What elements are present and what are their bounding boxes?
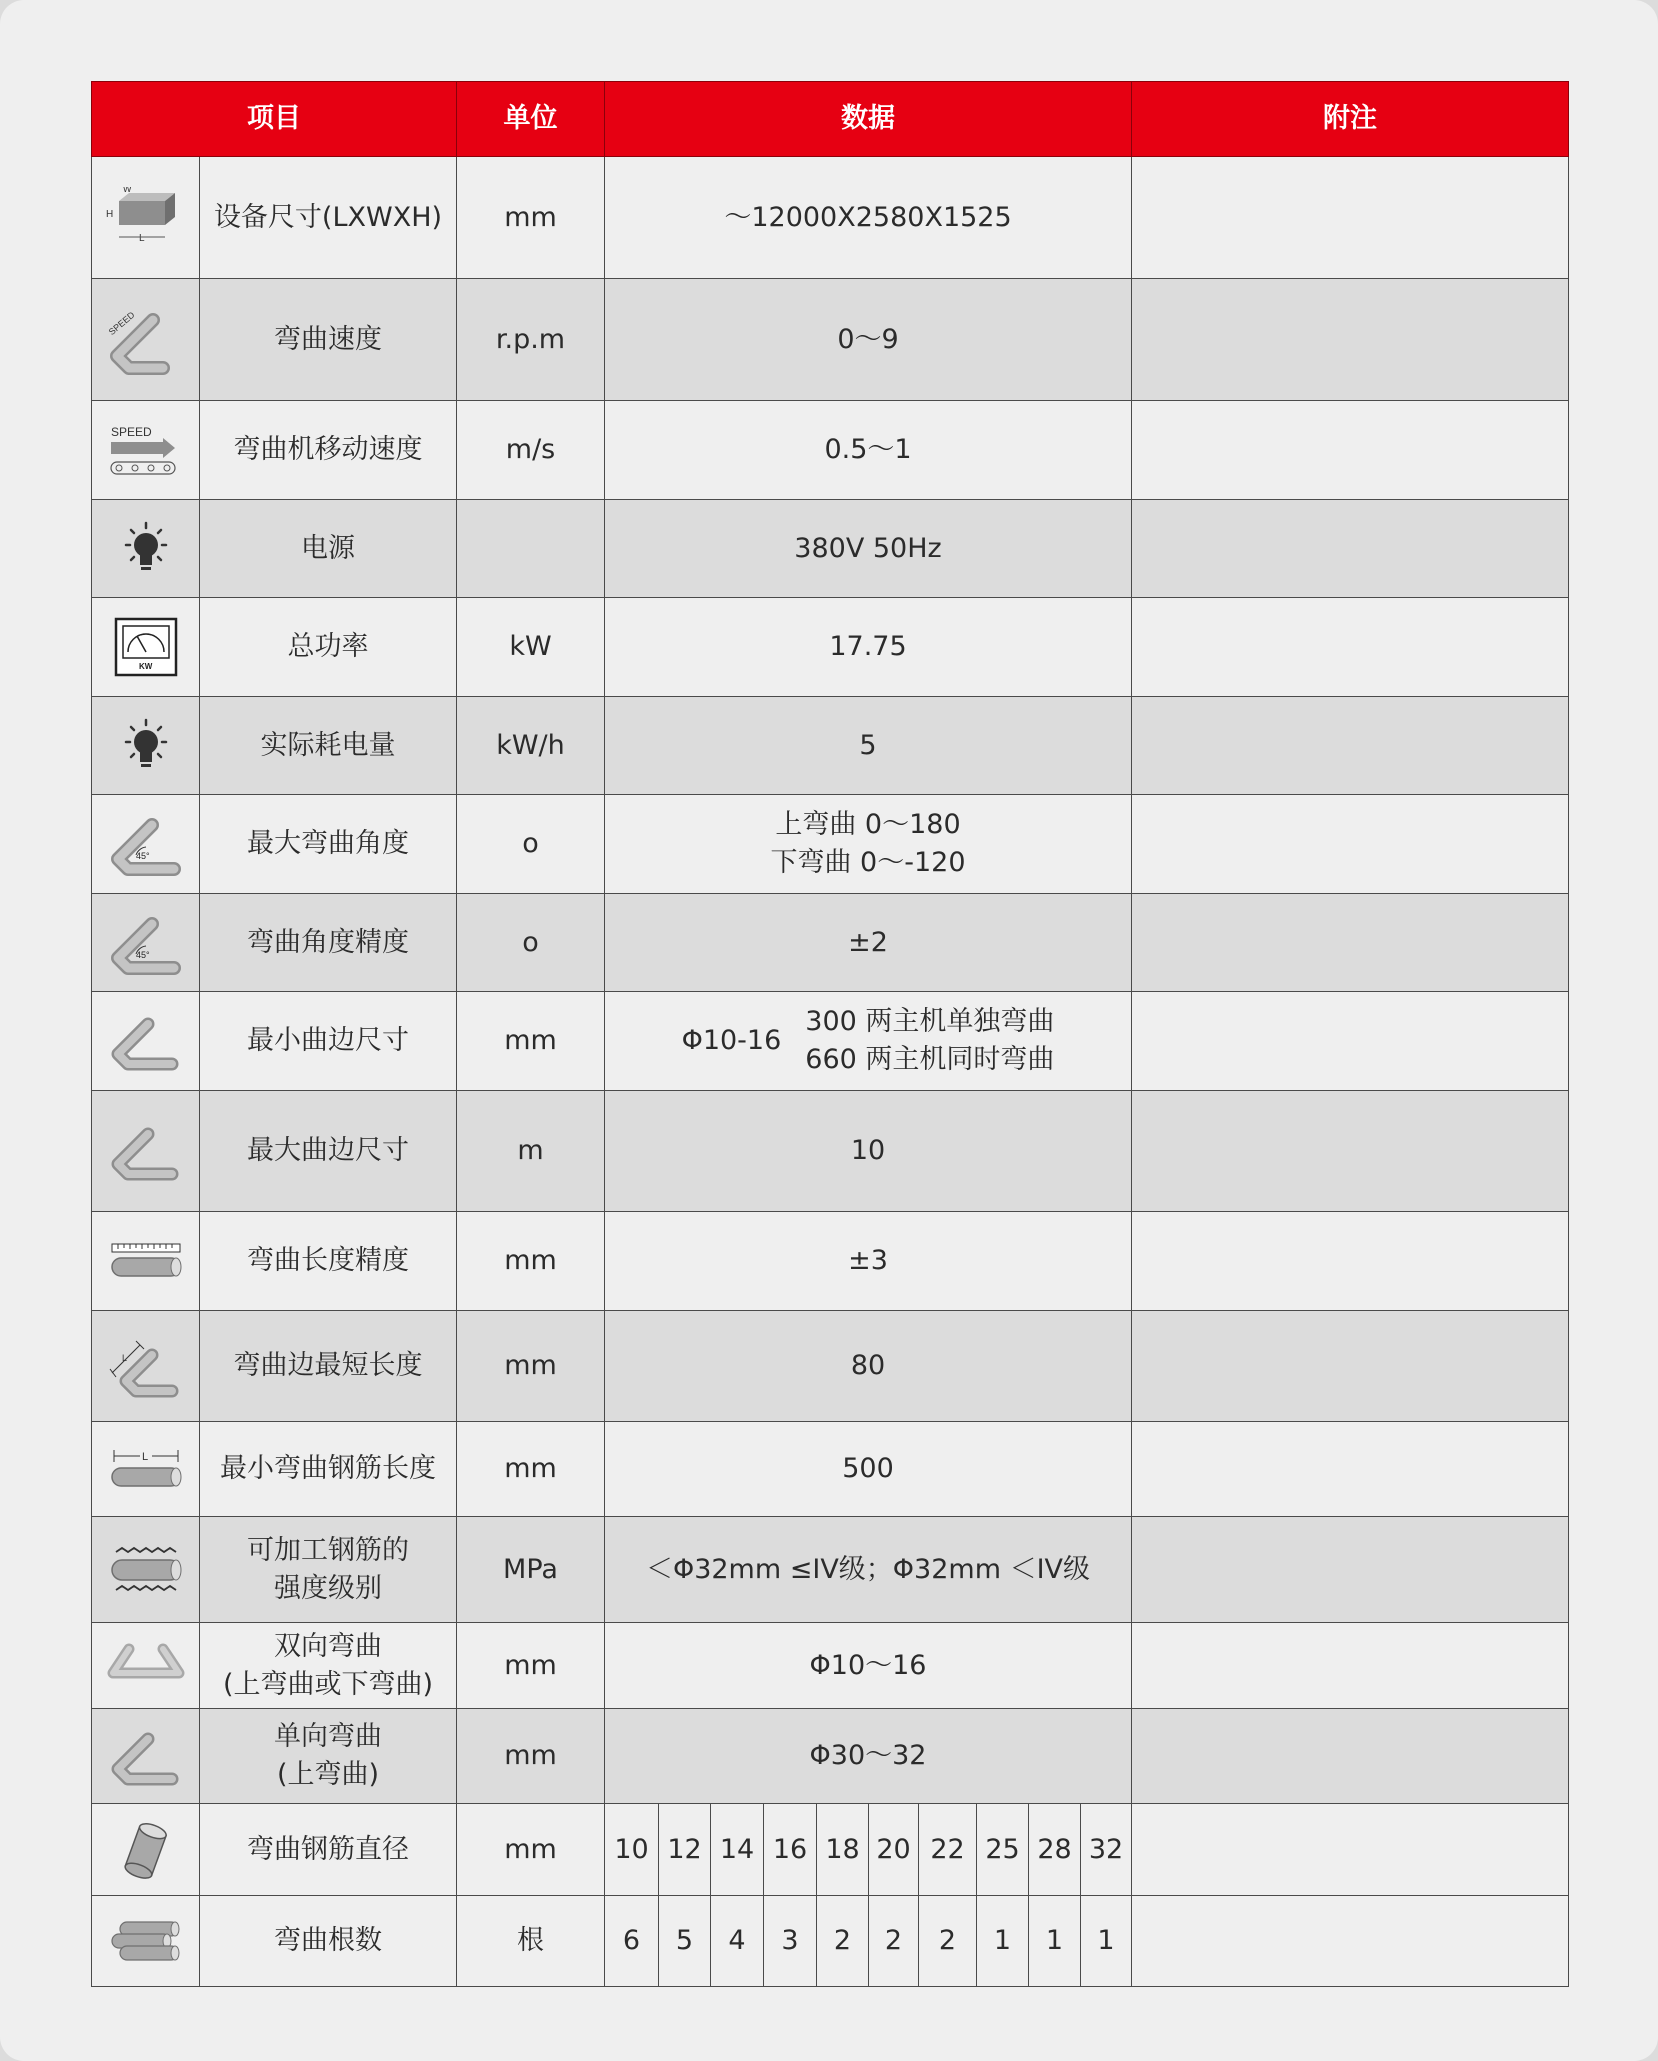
value-diameter: Φ10-16 <box>681 1025 782 1056</box>
table-row <box>92 279 1569 401</box>
count-cell: 2 <box>869 1896 919 1987</box>
count-cell: 4 <box>711 1896 764 1987</box>
header-note: 附注 <box>1132 82 1569 157</box>
table-row <box>92 1517 1569 1623</box>
row-note <box>1132 1517 1569 1623</box>
row-unit: m/s <box>457 401 605 500</box>
table-row <box>92 598 1569 697</box>
row-note <box>1132 1311 1569 1422</box>
bend-edge-length-icon <box>92 1311 200 1422</box>
rebar-bundle-icon <box>92 1896 200 1987</box>
row-name: 实际耗电量 <box>200 697 457 795</box>
svg-text:SPEED: SPEED <box>110 425 152 439</box>
row-value: 17.75 <box>605 598 1132 697</box>
svg-text:W: W <box>122 186 131 194</box>
row-name: 最大曲边尺寸 <box>200 1091 457 1212</box>
table-row <box>92 1709 1569 1804</box>
rebar-length-icon <box>92 1422 200 1517</box>
bend-speed-icon <box>92 279 200 401</box>
count-cell: 1 <box>1029 1896 1081 1987</box>
table-row <box>92 157 1569 279</box>
row-name: 弯曲根数 <box>200 1896 457 1987</box>
row-name: 电源 <box>200 500 457 598</box>
table-row <box>92 1091 1569 1212</box>
row-unit: o <box>457 894 605 992</box>
row-name: 最小弯曲钢筋长度 <box>200 1422 457 1517</box>
diameter-cell: 25 <box>977 1804 1029 1896</box>
double-bend-icon <box>92 1623 200 1709</box>
diameter-cell: 22 <box>919 1804 977 1896</box>
row-unit: r.p.m <box>457 279 605 401</box>
svg-text:L: L <box>141 1451 148 1463</box>
row-unit: m <box>457 1091 605 1212</box>
row-note <box>1132 894 1569 992</box>
bent-rebar-icon <box>92 1091 200 1212</box>
header-unit: 单位 <box>457 82 605 157</box>
value-line: 下弯曲 0～-120 <box>770 847 966 878</box>
name-line: 强度级别 <box>274 1572 382 1604</box>
table-row <box>92 1896 1569 1987</box>
row-note <box>1132 1709 1569 1804</box>
row-unit: mm <box>457 992 605 1091</box>
svg-text:45°: 45° <box>135 949 150 960</box>
rebar-diameter-icon <box>92 1804 200 1896</box>
row-note <box>1132 1804 1569 1896</box>
name-line: 单向弯曲 <box>274 1721 382 1752</box>
row-unit: kW/h <box>457 697 605 795</box>
diameter-cell: 18 <box>817 1804 869 1896</box>
row-name: 弯曲长度精度 <box>200 1212 457 1311</box>
row-value: ±2 <box>605 894 1132 992</box>
svg-text:H: H <box>105 208 113 220</box>
header-item: 项目 <box>92 82 457 157</box>
name-line: (上弯曲或下弯曲) <box>222 1668 434 1700</box>
diameter-cell: 28 <box>1029 1804 1081 1896</box>
svg-text:SPEED: SPEED <box>106 309 137 337</box>
table-row <box>92 1311 1569 1422</box>
row-unit: mm <box>457 157 605 279</box>
row-name: 弯曲边最短长度 <box>200 1311 457 1422</box>
row-unit: mm <box>457 1709 605 1804</box>
row-name: 弯曲机移动速度 <box>200 401 457 500</box>
row-value: 10 <box>605 1091 1132 1212</box>
count-cell: 3 <box>764 1896 817 1987</box>
row-unit <box>457 500 605 598</box>
row-note <box>1132 992 1569 1091</box>
row-value <box>605 992 1132 1091</box>
name-line: 双向弯曲 <box>274 1630 382 1662</box>
bent-rebar-icon <box>92 992 200 1091</box>
row-unit: kW <box>457 598 605 697</box>
row-unit: mm <box>457 1212 605 1311</box>
row-unit: mm <box>457 1804 605 1896</box>
row-note <box>1132 401 1569 500</box>
name-line: (上弯曲) <box>276 1759 380 1790</box>
row-unit: 根 <box>457 1896 605 1987</box>
row-note <box>1132 500 1569 598</box>
table-row <box>92 795 1569 894</box>
table-row <box>92 1212 1569 1311</box>
row-unit: mm <box>457 1311 605 1422</box>
name-line: 可加工钢筋的 <box>247 1534 409 1566</box>
row-unit: mm <box>457 1623 605 1709</box>
diameter-cell: 12 <box>659 1804 711 1896</box>
row-value: ～12000X2580X1525 <box>605 157 1132 279</box>
count-cell: 5 <box>659 1896 711 1987</box>
svg-text:45°: 45° <box>135 851 150 861</box>
row-value: 380V 50Hz <box>605 500 1132 598</box>
svg-text:L: L <box>121 1353 127 1363</box>
count-cell: 1 <box>977 1896 1029 1987</box>
table-row <box>92 500 1569 598</box>
count-cell: 2 <box>817 1896 869 1987</box>
row-name <box>200 1517 457 1623</box>
row-value: 500 <box>605 1422 1132 1517</box>
diameter-cell: 20 <box>869 1804 919 1896</box>
row-unit: MPa <box>457 1517 605 1623</box>
spec-table <box>91 81 1569 1987</box>
row-name <box>200 1709 457 1804</box>
row-note <box>1132 1623 1569 1709</box>
row-note <box>1132 697 1569 795</box>
row-note <box>1132 279 1569 401</box>
light-bulb-icon <box>92 500 200 598</box>
row-note <box>1132 598 1569 697</box>
header-row <box>92 82 1569 157</box>
row-note <box>1132 1422 1569 1517</box>
conveyor-speed-icon <box>92 401 200 500</box>
row-name: 弯曲角度精度 <box>200 894 457 992</box>
row-name: 设备尺寸(LXWXH) <box>200 157 457 279</box>
row-name: 弯曲速度 <box>200 279 457 401</box>
count-cell: 6 <box>605 1896 659 1987</box>
svg-text:L: L <box>138 232 145 244</box>
row-note <box>1132 157 1569 279</box>
dimensions-box-icon <box>92 157 200 279</box>
row-name: 弯曲钢筋直径 <box>200 1804 457 1896</box>
value-line: 300 两主机单独弯曲 <box>805 1006 1055 1037</box>
row-value: 5 <box>605 697 1132 795</box>
table-row <box>92 1804 1569 1896</box>
diameter-cell: 10 <box>605 1804 659 1896</box>
table-row <box>92 1623 1569 1709</box>
row-name: 最小曲边尺寸 <box>200 992 457 1091</box>
value-line: 上弯曲 0～180 <box>775 809 961 840</box>
row-note <box>1132 1212 1569 1311</box>
ruler-rebar-icon <box>92 1212 200 1311</box>
light-bulb-icon <box>92 697 200 795</box>
bend-angle-45-icon <box>92 894 200 992</box>
row-value: 0.5～1 <box>605 401 1132 500</box>
svg-text:KW: KW <box>138 662 152 671</box>
bend-angle-45-icon <box>92 795 200 894</box>
diameter-cell: 14 <box>711 1804 764 1896</box>
row-value: 0～9 <box>605 279 1132 401</box>
kw-meter-icon <box>92 598 200 697</box>
header-data: 数据 <box>605 82 1132 157</box>
table-row <box>92 992 1569 1091</box>
row-note <box>1132 1091 1569 1212</box>
row-value: 80 <box>605 1311 1132 1422</box>
count-cell: 2 <box>919 1896 977 1987</box>
row-value: ＜Φ32mm ≤IV级；Φ32mm ＜IV级 <box>605 1517 1132 1623</box>
row-name <box>200 1623 457 1709</box>
row-value: Φ30～32 <box>605 1709 1132 1804</box>
diameter-cell: 32 <box>1081 1804 1132 1896</box>
table-row <box>92 894 1569 992</box>
row-name: 总功率 <box>200 598 457 697</box>
value-line: 660 两主机同时弯曲 <box>805 1044 1055 1075</box>
table-row <box>92 697 1569 795</box>
count-cell: 1 <box>1081 1896 1132 1987</box>
table-row <box>92 401 1569 500</box>
row-value: ±3 <box>605 1212 1132 1311</box>
diameter-cell: 16 <box>764 1804 817 1896</box>
bent-rebar-icon <box>92 1709 200 1804</box>
row-note <box>1132 795 1569 894</box>
table-row <box>92 1422 1569 1517</box>
row-name: 最大弯曲角度 <box>200 795 457 894</box>
row-note <box>1132 1896 1569 1987</box>
rebar-strength-icon <box>92 1517 200 1623</box>
row-value <box>605 795 1132 894</box>
row-unit: o <box>457 795 605 894</box>
row-unit: mm <box>457 1422 605 1517</box>
row-value: Φ10～16 <box>605 1623 1132 1709</box>
